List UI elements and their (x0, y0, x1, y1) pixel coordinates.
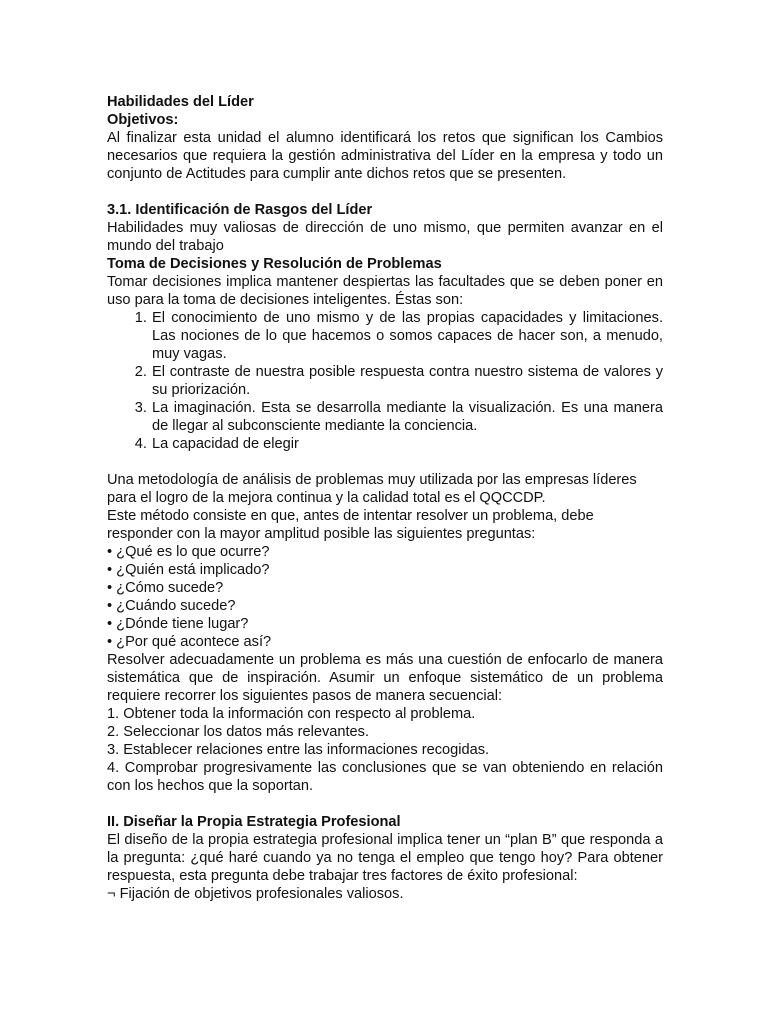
method-paragraph: Este método consiste en que, antes de intentar resolver un problema, debe responder con la mayor amplitud posible las siguientes preguntas: (107, 508, 594, 542)
list-item: • ¿Cuándo sucede? (107, 598, 236, 614)
list-item: • ¿Dónde tiene lugar? (107, 616, 249, 632)
strategy-paragraph: El diseño de la propia estrategia profesional implica tener un “plan B” que responda a la pregunta: ¿qué haré cuando ya no tenga el empleo que tengo hoy? Para obtener respuesta, esta pregunta debe trabajar tres factores de éxito profesional: (107, 832, 663, 884)
list-item: ¬ Fijación de objetivos profesionales valiosos. (107, 886, 404, 902)
faculties-list (107, 309, 663, 453)
factors-list (107, 885, 663, 903)
decisions-heading: Toma de Decisiones y Resolución de Problemas (107, 256, 442, 272)
spacer (107, 453, 663, 471)
list-item: 2. El contraste de nuestra posible respuesta contra nuestro sistema de valores y su priorización. (151, 363, 663, 399)
objectives-paragraph: Al finalizar esta unidad el alumno identificará los retos que significan los Cambios necesarios que requiera la gestión administrativa del Líder en la empresa y todo un conjunto de Actitudes para cumplir ante dichos retos que se presenten. (107, 130, 663, 182)
list-item: 3. La imaginación. Esta se desarrolla mediante la visualización. Es una manera de llegar al subconsciente mediante la conciencia. (151, 399, 663, 435)
steps-list (107, 705, 663, 795)
list-item: 2. Seleccionar los datos más relevantes. (107, 724, 370, 740)
section-31-paragraph: Habilidades muy valiosas de dirección de uno mismo, que permiten avanzar en el mundo del trabajo (107, 220, 663, 254)
questions-list (107, 543, 663, 651)
objectives-heading: Objetivos: (107, 112, 179, 128)
list-item: • ¿Quién está implicado? (107, 562, 270, 578)
section-ii-heading: II. Diseñar la Propia Estrategia Profesional (107, 814, 401, 830)
list-item: 4. La capacidad de elegir (151, 435, 663, 453)
methodology-paragraph: Una metodología de análisis de problemas muy utilizada por las empresas líderes para el logro de la mejora continua y la calidad total es el QQCCDP. (107, 472, 637, 506)
document-title: Habilidades del Líder (107, 94, 254, 110)
list-item: 1. El conocimiento de uno mismo y de las propias capacidades y limitaciones. Las nociones de lo que hacemos o somos capaces de hacer son, a menudo, muy vagas. (151, 309, 663, 363)
section-31-heading: 3.1. Identificación de Rasgos del Líder (107, 202, 373, 218)
spacer (107, 795, 663, 813)
spacer (107, 183, 663, 201)
list-item: • ¿Qué es lo que ocurre? (107, 544, 270, 560)
list-item: 1. Obtener toda la información con respecto al problema. (107, 706, 476, 722)
list-item: 4. Comprobar progresivamente las conclusiones que se van obteniendo en relación con los hechos que la soportan. (107, 760, 663, 794)
list-item: 3. Establecer relaciones entre las informaciones recogidas. (107, 742, 490, 758)
resolve-paragraph: Resolver adecuadamente un problema es más una cuestión de enfocarlo de manera sistemática que de inspiración. Asumir un enfoque sistemático de un problema requiere recorrer los siguientes pasos de manera secuencial: (107, 652, 663, 704)
list-item: • ¿Cómo sucede? (107, 580, 224, 596)
list-item: • ¿Por qué acontece así? (107, 634, 272, 650)
decisions-intro-paragraph: Tomar decisiones implica mantener despiertas las facultades que se deben poner en uso para la toma de decisiones inteligentes. Éstas son: (107, 274, 663, 308)
